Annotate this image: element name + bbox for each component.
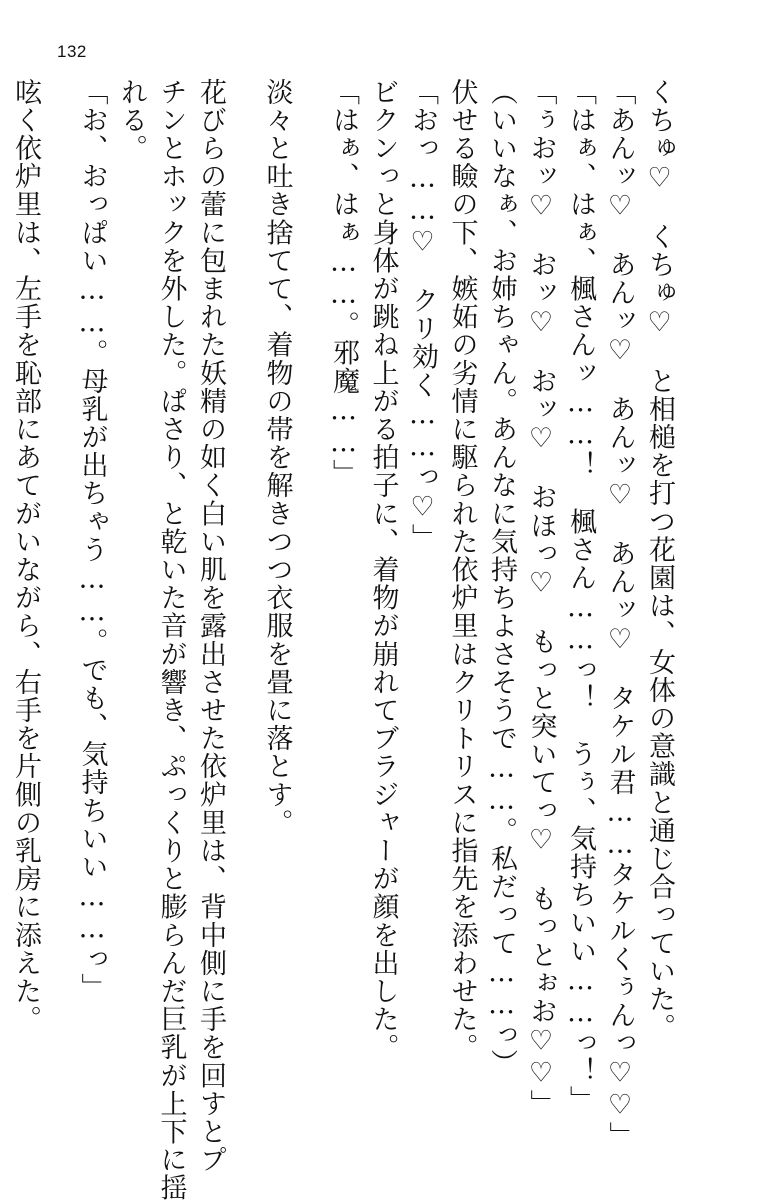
text-line-12: チンとホックを外した。ぱさり、と乾いた音が響き、ぷっくりと膨らんだ巨乳が上下に揺 (155, 78, 187, 1202)
page-number: 132 (57, 42, 87, 61)
text-line-7: 「おっ……♡ クリ効く……っ♡」 (407, 78, 438, 552)
text-line-1: くちゅ♡ くちゅ♡ と相槌を打つ花園は、女体の意識と通じ合っていた。 (644, 78, 675, 1042)
text-line-4: 「ぅおッ♡ おッ♡ おッ♡ おほっ♡ もっと突いてっ♡ もっとぉお♡♡」 (525, 78, 557, 1118)
text-line-6: 伏せる瞼の下、嫉妬の劣情に駆られた依炉里はクリトリスに指先を添わせた。 (446, 78, 478, 1062)
text-line-5: （いいなぁ、お姉ちゃん。あんなに気持ちよさそうで……。私だって……っ） (486, 78, 517, 1078)
text-line-10: 淡々と吐き捨てて、着物の帯を解きつつ衣服を畳に落とす。 (261, 78, 293, 837)
text-line-15: 呟く依炉里は、左手を恥部にあてがいながら、右手を片側の乳房に添えた。 (10, 78, 41, 1034)
text-line-11: 花びらの蕾に包まれた妖精の如く白い肌を露出させた依炉里は、背中側に手を回すとプ (195, 78, 226, 1174)
text-line-8: ビクンっと身体が跳ね上がる拍子に、着物が崩れてブラジャーが顔を出した。 (367, 78, 399, 1062)
text-line-16 (0, 78, 6, 1043)
vertical-text-body (0, 78, 706, 1202)
text-line-9: 「はぁ、はぁ……。邪魔……」 (328, 78, 359, 488)
text-line-14: 「お、おっぱい……。母乳が出ちゃう……。でも、気持ちいい……っ」 (76, 78, 108, 1002)
text-line-2: 「あんッ♡ あんッ♡ あんッ♡ あんッ♡ タケル君……タケルくぅんっ♡♡」 (604, 78, 636, 1150)
text-line-3: 「はぁ、はぁ、楓さんッ……！ 楓さん……っ！ うぅ、気持ちいい……っ！」 (565, 78, 596, 1114)
text-line-13: れる。 (116, 78, 147, 163)
